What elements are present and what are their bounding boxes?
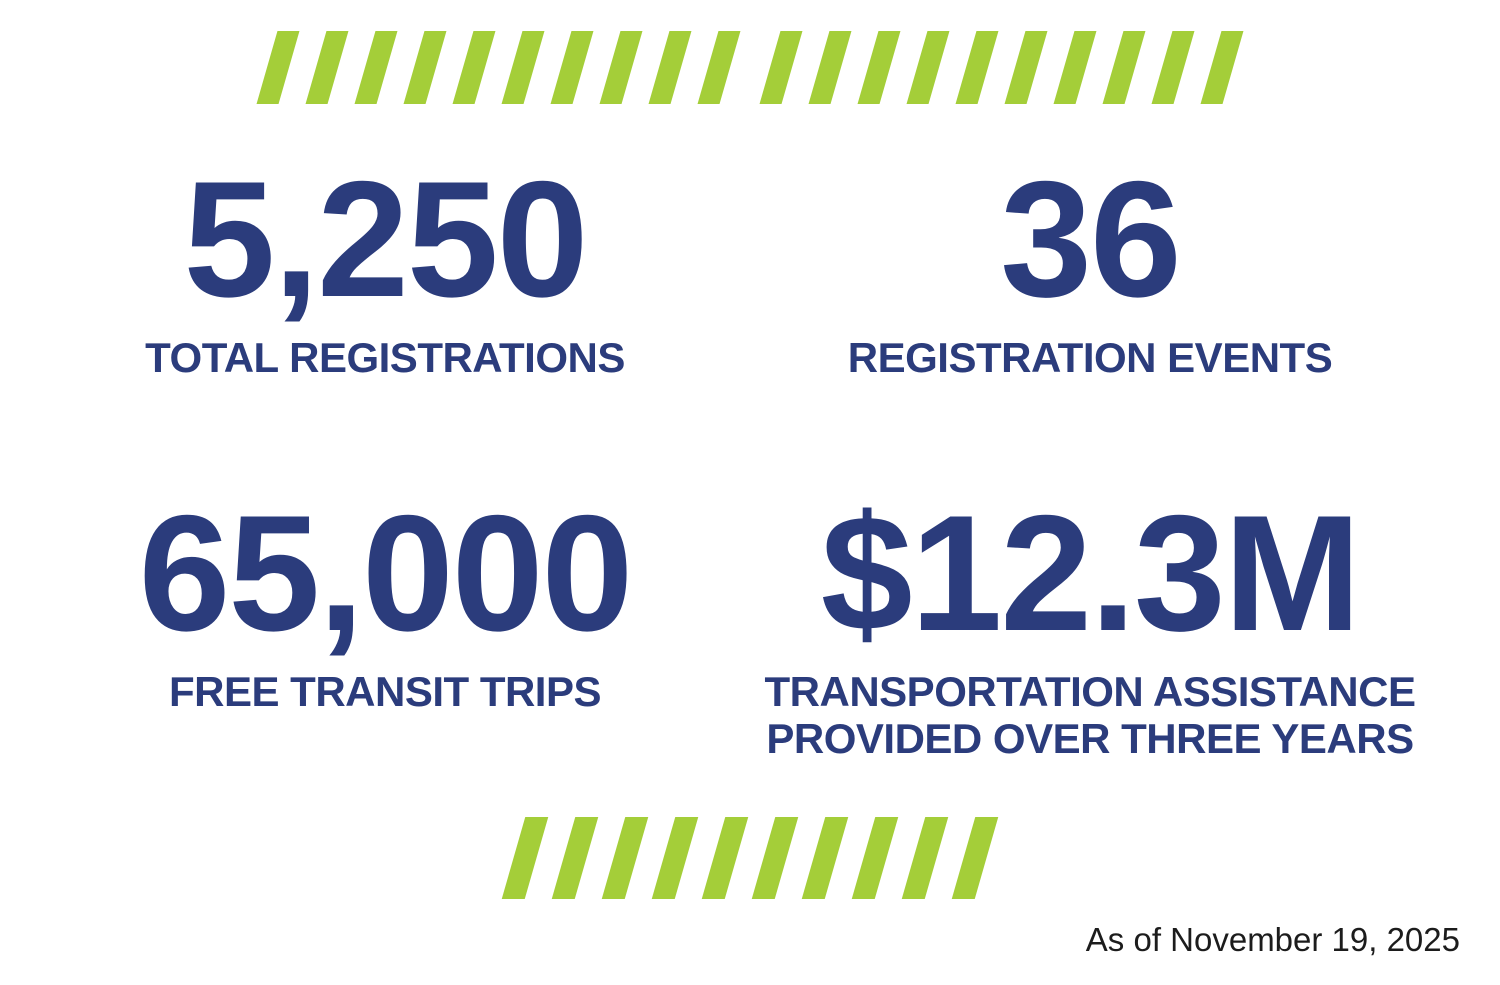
stat-registration-events [740,147,1440,381]
stat-free-transit-trips [10,481,760,715]
as-of-date: As of November 19, 2025 [1085,921,1460,958]
slash-stripe-icon [702,817,749,899]
slash-stripe-icon [956,31,999,104]
slash-group [514,817,987,899]
bottom-slash-band [514,817,987,899]
slash-stripe-icon [502,817,549,899]
slash-stripe-icon [404,31,447,104]
slash-stripe-icon [453,31,496,104]
slash-stripe-icon [760,31,803,104]
slash-stripe-icon [600,31,643,104]
slash-stripe-icon [802,817,849,899]
transportation-assistance-value: $12.3M [820,481,1360,665]
stat-transportation-assistance [740,481,1440,763]
total-registrations-label: TOTAL REGISTRATIONS [145,334,625,381]
free-transit-trips-label: FREE TRANSIT TRIPS [168,668,602,715]
slash-stripe-icon [1103,31,1146,104]
slash-stripe-icon [652,817,699,899]
slash-stripe-icon [551,31,594,104]
slash-stripe-icon [602,817,649,899]
stat-total-registrations [10,147,760,381]
slash-stripe-icon [257,31,300,104]
slash-stripe-icon [502,31,545,104]
slash-stripe-icon [852,817,899,899]
slash-stripe-icon [306,31,349,104]
slash-stripe-icon [1054,31,1097,104]
slash-stripe-icon [698,31,741,104]
slash-stripe-icon [902,817,949,899]
slash-stripe-icon [809,31,852,104]
slash-stripe-icon [1005,31,1048,104]
slash-stripe-icon [1152,31,1195,104]
registration-events-value: 36 [1000,147,1180,331]
free-transit-trips-value: 65,000 [138,481,632,665]
slash-stripe-icon [1201,31,1244,104]
slash-group [267,31,730,104]
slash-stripe-icon [355,31,398,104]
top-slash-band [267,31,1233,104]
total-registrations-value: 5,250 [183,147,587,331]
registration-events-label: REGISTRATION EVENTS [847,334,1333,381]
slash-stripe-icon [858,31,901,104]
transportation-assistance-label: TRANSPORTATION ASSISTANCE PROVIDED OVER THREE YEARS [764,668,1416,763]
slash-stripe-icon [907,31,950,104]
slash-stripe-icon [649,31,692,104]
slash-stripe-icon [952,817,999,899]
slash-group [770,31,1233,104]
slash-stripe-icon [752,817,799,899]
slash-stripe-icon [552,817,599,899]
